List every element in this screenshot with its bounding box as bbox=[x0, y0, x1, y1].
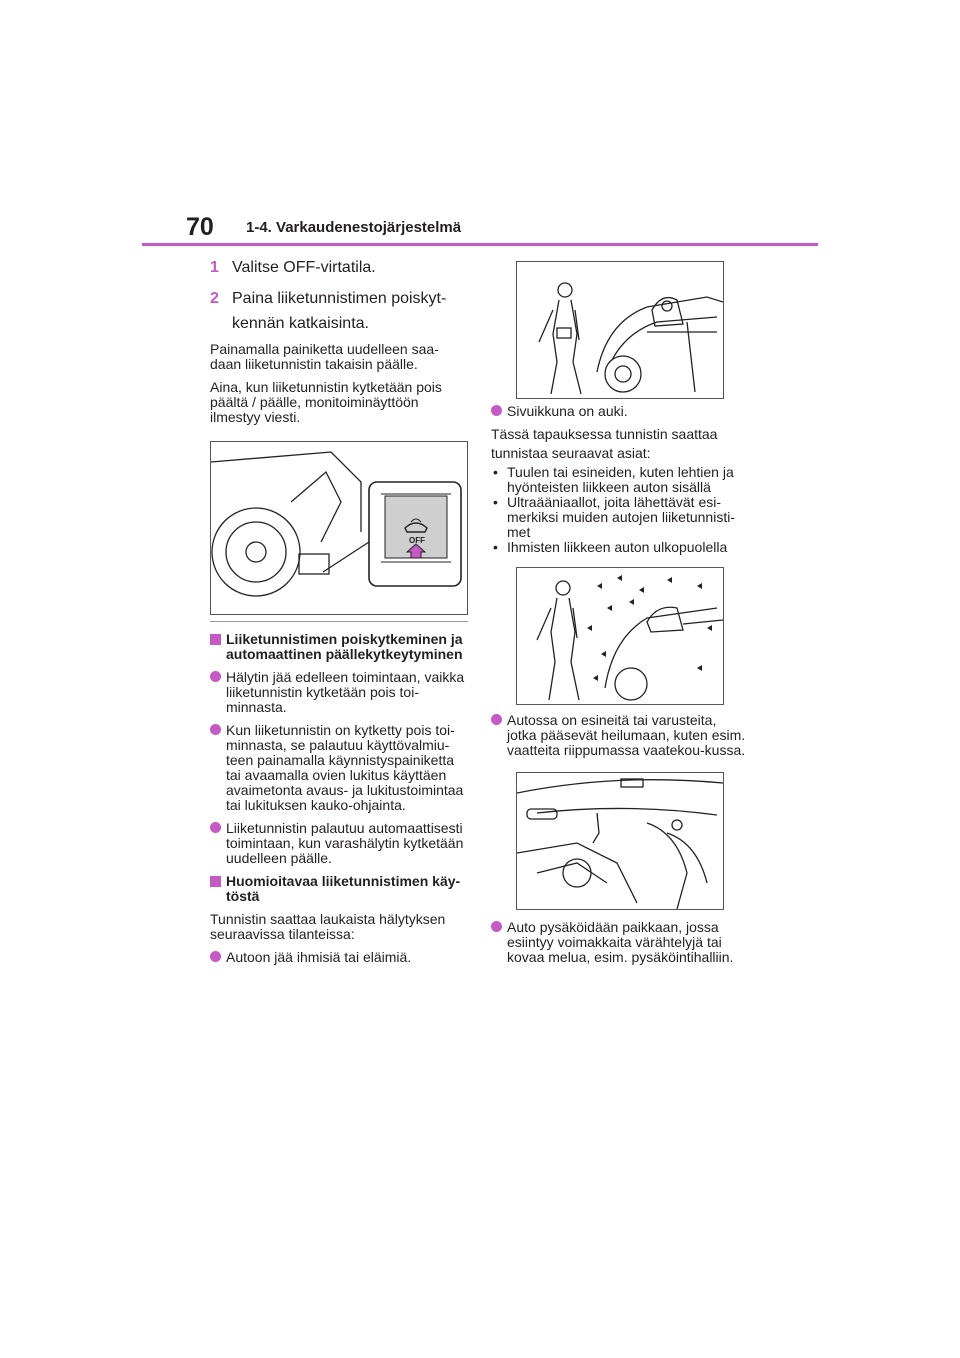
bullet-dot-icon bbox=[491, 405, 502, 416]
paragraph: Painamalla painiketta uudelleen saa-daan liiketunnistin takaisin päälle. bbox=[210, 341, 439, 372]
bullet-item: Liiketunnistin palautuu automaattisesti toimintaan, kun varashälytin kytketään uudelleen päälle. bbox=[210, 821, 468, 866]
heading-sensor-notes: Huomioitavaa liiketunnistimen käy-töstä bbox=[210, 874, 468, 904]
sub-item: • Tuulen tai esineiden, kuten lehtien ja hyönteisten liikkeen auton sisällä bbox=[493, 464, 734, 495]
sub-item: • Ultraääniaallot, joita lähettävät esi-merkiksi muiden autojen liiketunnisti-met bbox=[493, 494, 735, 540]
paragraph: Tunnistin saattaa laukaista hälytyksen seuraavissa tilanteissa: bbox=[210, 911, 446, 942]
figure-car-interior bbox=[516, 772, 724, 910]
square-marker-icon bbox=[210, 634, 221, 645]
bullet-dot-icon bbox=[491, 714, 502, 725]
small-bullet-icon: • bbox=[493, 494, 498, 510]
page-number: 70 bbox=[186, 213, 214, 241]
bullet-item: Auto pysäköidään paikkaan, jossa esiintyy voimakkaita värähtelyjä tai kovaa melua, esim. pysäköintihalliin. bbox=[491, 920, 749, 965]
dashboard-illustration bbox=[211, 442, 467, 614]
off-label: OFF bbox=[409, 536, 425, 545]
header-rule bbox=[142, 243, 818, 246]
bullet-item: Autoon jää ihmisiä tai eläimiä. bbox=[210, 950, 468, 965]
square-marker-icon bbox=[210, 876, 221, 887]
bullet-dot-icon bbox=[210, 951, 221, 962]
step-number: 2 bbox=[210, 290, 219, 307]
figure-person-dog-car bbox=[516, 261, 724, 399]
step-text: Valitse OFF-virtatila. bbox=[232, 259, 376, 276]
small-bullet-icon: • bbox=[493, 464, 498, 480]
figure-dashboard-button bbox=[210, 441, 468, 615]
paragraph: Tässä tapauksessa tunnistin saattaa bbox=[491, 426, 718, 442]
right-column bbox=[491, 404, 749, 973]
section-title: 1-4. Varkaudenestojärjestelmä bbox=[246, 219, 462, 236]
heading-auto-reactivation: Liiketunnistimen poiskytkeminen ja automaattinen päällekytkeytyminen bbox=[210, 632, 468, 662]
sub-item: • Ihmisten liikkeen auton ulkopuolella bbox=[493, 539, 728, 555]
small-bullet-icon: • bbox=[493, 539, 498, 555]
bullet-item: Sivuikkuna on auki. bbox=[491, 404, 749, 419]
step-text: Paina liiketunnistimen poiskyt-kennän katkaisinta. bbox=[232, 290, 447, 332]
bullet-dot-icon bbox=[210, 671, 221, 682]
figure-leaves-wind bbox=[516, 567, 724, 705]
bullet-dot-icon bbox=[210, 724, 221, 735]
paragraph: Aina, kun liiketunnistin kytketään pois päältä / päälle, monitoiminäyttöön ilmestyy viesti. bbox=[210, 379, 442, 425]
bullet-dot-icon bbox=[210, 822, 221, 833]
bullet-item: Autossa on esineitä tai varusteita, jotka pääsevät heilumaan, kuten esim. vaatteita riippumassa vaatekou-kussa. bbox=[491, 713, 749, 758]
bullet-dot-icon bbox=[491, 921, 502, 932]
bullet-item: Kun liiketunnistin on kytketty pois toi-minnasta, se palautuu käyttövalmiu-teen painamalla käynnistyspainiketta tai avaamalla ovien lukitus käyttäen avaimetonta avaus- ja lukitustoimintaa tai lukituksen kauko-ohjainta. bbox=[210, 723, 468, 813]
step-2 bbox=[210, 286, 468, 336]
bullet-item: Hälytin jää edelleen toimintaan, vaikka liiketunnistin kytketään pois toi-minnasta. bbox=[210, 670, 468, 715]
left-column bbox=[210, 255, 468, 973]
paragraph: tunnistaa seuraavat asiat: bbox=[491, 445, 651, 461]
step-1 bbox=[210, 255, 468, 280]
divider bbox=[210, 621, 468, 622]
step-number: 1 bbox=[210, 259, 219, 276]
